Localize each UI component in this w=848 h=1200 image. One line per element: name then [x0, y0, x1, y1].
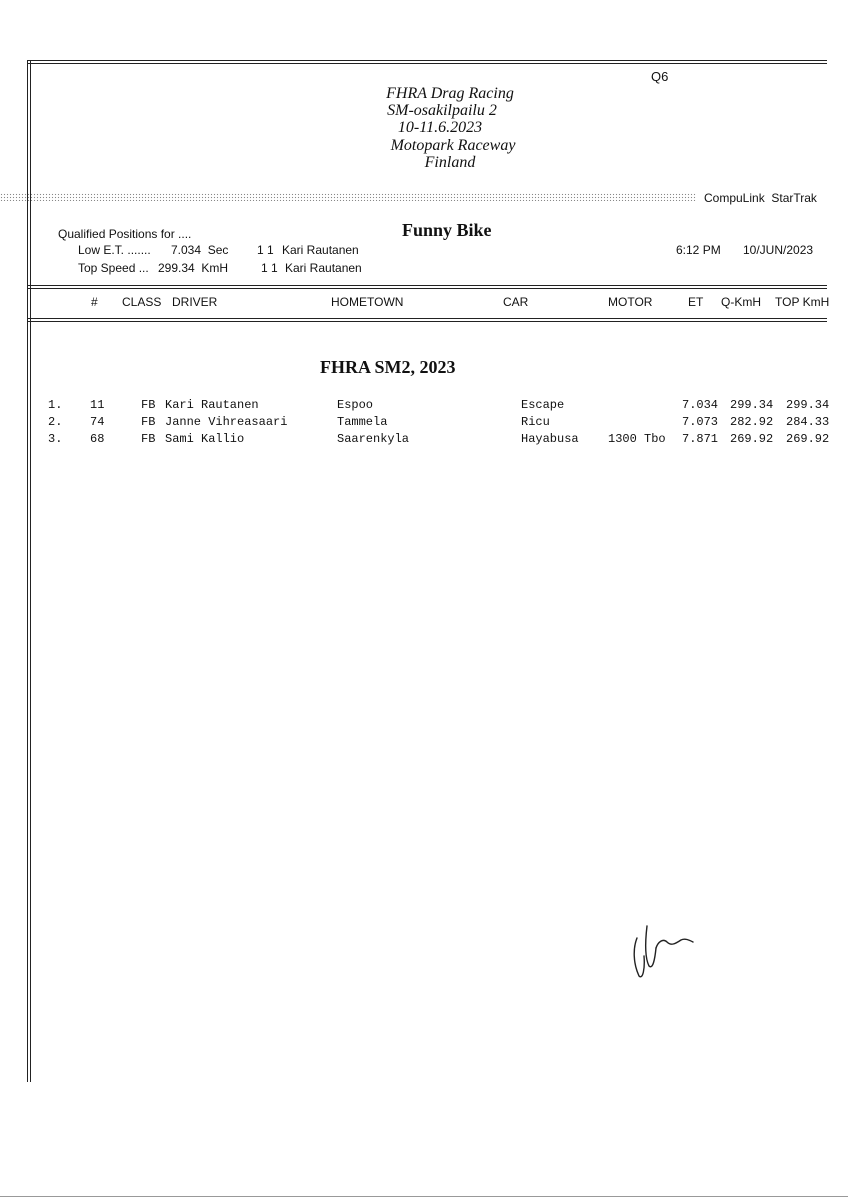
top-speed-car: 1 1 — [261, 261, 278, 275]
event-dates: 10-11.6.2023 — [397, 119, 483, 136]
row-top: 269.92 — [786, 432, 830, 446]
top-speed-driver: Kari Rautanen — [285, 261, 362, 275]
signature — [625, 918, 705, 988]
row-pos: 2. — [48, 415, 63, 429]
row-hometown: Espoo — [337, 398, 374, 412]
top-speed-value: 299.34 KmH — [158, 261, 229, 275]
row-class: FB — [141, 432, 156, 446]
row-num: 74 — [90, 415, 105, 429]
row-et: 7.034 — [682, 398, 719, 412]
frame-top-line-2 — [27, 63, 827, 64]
row-driver: Kari Rautanen — [165, 398, 259, 412]
row-car: Escape — [521, 398, 565, 412]
frame-left-line-inner — [30, 60, 31, 1082]
column-header-row — [0, 295, 848, 311]
low-et-car: 1 1 — [257, 243, 274, 257]
column-header-top-line — [27, 285, 827, 286]
col-hometown: HOMETOWN — [331, 295, 404, 309]
report-date: 10/JUN/2023 — [743, 243, 814, 257]
col-topkmh: TOP KmH — [775, 295, 830, 309]
row-pos: 1. — [48, 398, 63, 412]
row-num: 68 — [90, 432, 105, 446]
row-et: 7.871 — [682, 432, 719, 446]
report-time: 6:12 PM — [676, 243, 721, 257]
column-header-bottom-line — [27, 318, 827, 319]
section-title: FHRA SM2, 2023 — [320, 357, 456, 377]
event-country: Finland — [424, 154, 476, 171]
row-class: FB — [141, 415, 156, 429]
column-header-top-line-2 — [27, 288, 827, 289]
col-class: CLASS — [122, 295, 162, 309]
column-header-bottom-line-2 — [27, 321, 827, 322]
col-et: ET — [688, 295, 704, 309]
row-pos: 3. — [48, 432, 63, 446]
row-motor: 1300 Tbo — [608, 432, 666, 446]
row-top: 299.34 — [786, 398, 830, 412]
low-et-value: 7.034 Sec — [171, 243, 229, 257]
table-row — [0, 415, 848, 431]
dotted-separator — [0, 193, 696, 201]
row-qkmh: 282.92 — [730, 415, 774, 429]
event-title: FHRA Drag Racing — [386, 85, 514, 102]
row-hometown: Saarenkyla — [337, 432, 410, 446]
col-car: CAR — [503, 295, 529, 309]
event-venue: Motopark Raceway — [390, 137, 516, 154]
bottom-edge-line — [0, 1196, 848, 1197]
col-motor: MOTOR — [608, 295, 653, 309]
row-car: Hayabusa — [521, 432, 579, 446]
low-et-driver: Kari Rautanen — [282, 243, 359, 257]
row-hometown: Tammela — [337, 415, 388, 429]
table-row — [0, 432, 848, 448]
table-row — [0, 398, 848, 414]
col-num: # — [91, 295, 98, 309]
row-driver: Sami Kallio — [165, 432, 245, 446]
row-num: 11 — [90, 398, 105, 412]
col-qkmh: Q-KmH — [721, 295, 761, 309]
row-qkmh: 269.92 — [730, 432, 774, 446]
frame-top-line — [27, 60, 827, 61]
class-title: Funny Bike — [402, 220, 492, 240]
row-et: 7.073 — [682, 415, 719, 429]
event-subtitle: SM-osakilpailu 2 — [387, 102, 497, 119]
top-speed-label: Top Speed ... — [78, 261, 149, 275]
frame-left-line — [27, 60, 28, 1082]
row-car: Ricu — [521, 415, 550, 429]
low-et-label: Low E.T. ....... — [78, 243, 151, 257]
qualified-label: Qualified Positions for .... — [58, 227, 192, 241]
col-driver: DRIVER — [172, 295, 218, 309]
row-class: FB — [141, 398, 156, 412]
row-top: 284.33 — [786, 415, 830, 429]
row-qkmh: 299.34 — [730, 398, 774, 412]
system-name: CompuLink StarTrak — [704, 191, 817, 205]
page-code: Q6 — [651, 69, 669, 84]
row-driver: Janne Vihreasaari — [165, 415, 288, 429]
